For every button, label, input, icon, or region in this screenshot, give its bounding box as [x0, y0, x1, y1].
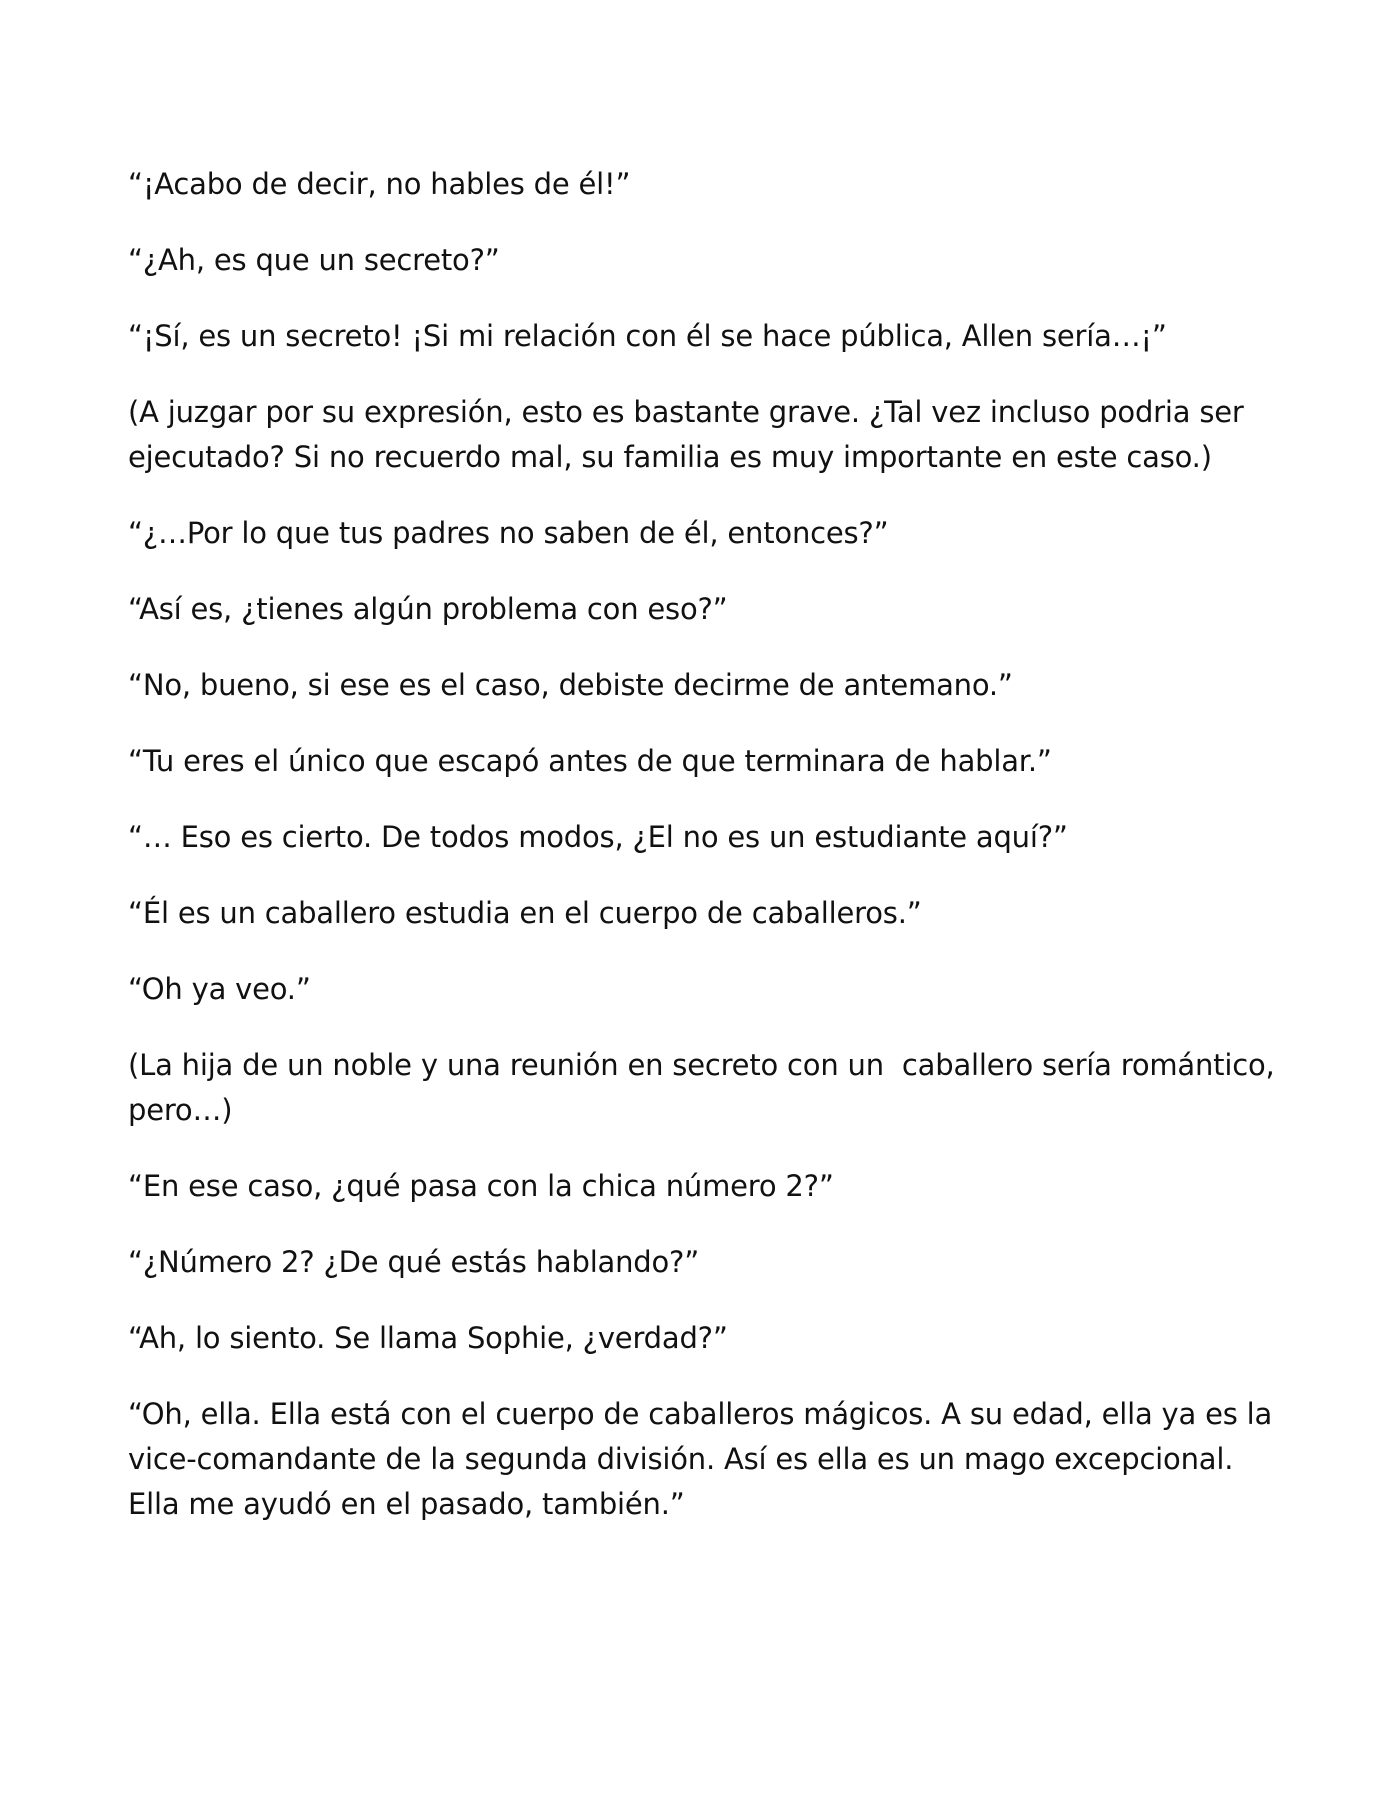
paragraph-15: “Ah, lo siento. Se llama Sophie, ¿verdad?”	[128, 1321, 728, 1355]
paragraph-12: (La hija de un noble y una reunión en secreto con un caballero sería romántico, pero…)	[128, 1048, 1284, 1127]
paragraph-7: “No, bueno, si ese es el caso, debiste decirme de antemano.”	[128, 668, 1013, 702]
paragraph-5: “¿…Por lo que tus padres no saben de él, entonces?”	[128, 516, 889, 550]
paragraph-13: “En ese caso, ¿qué pasa con la chica número 2?”	[128, 1169, 834, 1203]
paragraph-8: “Tu eres el único que escapó antes de que terminara de hablar.”	[128, 744, 1052, 778]
paragraph-6: “Así es, ¿tienes algún problema con eso?”	[128, 592, 728, 626]
paragraph-10: “Él es un caballero estudia en el cuerpo de caballeros.”	[128, 896, 922, 930]
paragraph-3: “¡Sí, es un secreto! ¡Si mi relación con él se hace pública, Allen sería…¡”	[128, 319, 1167, 353]
paragraph-14: “¿Número 2? ¿De qué estás hablando?”	[128, 1245, 700, 1279]
paragraph-4: (A juzgar por su expresión, esto es bastante grave. ¿Tal vez incluso podria ser ejecutado? Si no recuerdo mal, su familia es muy importante en este caso.)	[128, 395, 1253, 474]
paragraph-16: “Oh, ella. Ella está con el cuerpo de caballeros mágicos. A su edad, ella ya es la vice-comandante de la segunda división. Así es ella es un mago excepcional. Ella me ayudó en el pasado, también.”	[128, 1397, 1282, 1521]
paragraph-1: “¡Acabo de decir, no hables de él!”	[128, 167, 631, 201]
paragraph-9: “… Eso es cierto. De todos modos, ¿El no es un estudiante aquí?”	[128, 820, 1068, 854]
document-body	[128, 162, 1284, 1558]
paragraph-2: “¿Ah, es que un secreto?”	[128, 243, 500, 277]
paragraph-11: “Oh ya veo.”	[128, 972, 311, 1006]
